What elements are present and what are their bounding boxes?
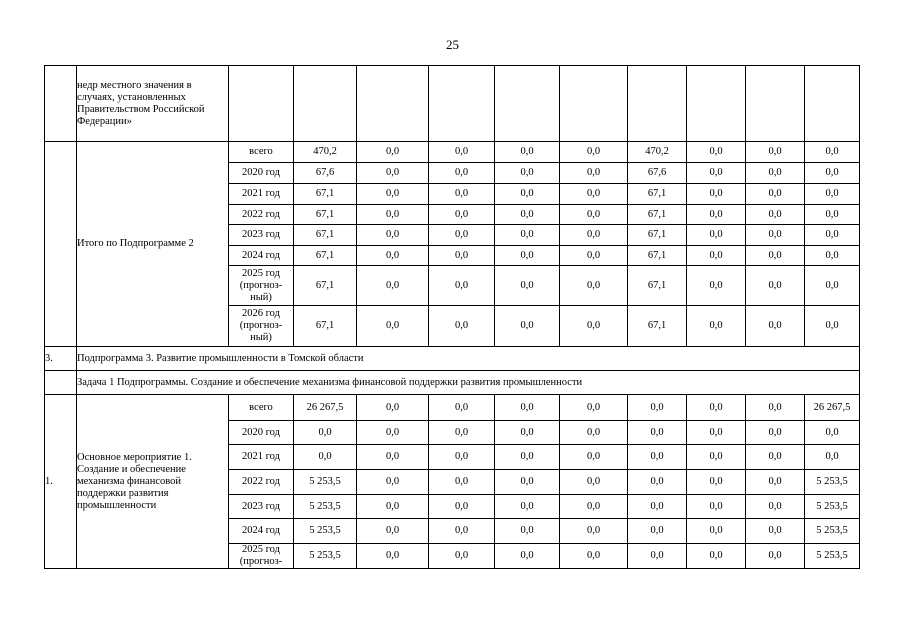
value-cell: 0,0 [495, 421, 560, 445]
value-cell: 0,0 [429, 544, 495, 569]
year-cell: 2025 год (прогноз-ный) [229, 266, 294, 306]
measure-name: Основное мероприятие 1. Создание и обеспечение механизма финансовой поддержки развития промышленности [77, 395, 229, 569]
task-row [45, 371, 860, 395]
value-cell: 0,0 [687, 225, 746, 246]
empty-cell [628, 66, 687, 142]
value-cell: 0,0 [495, 225, 560, 246]
value-cell: 0,0 [746, 205, 805, 225]
year-cell: 2022 год [229, 470, 294, 495]
value-cell: 0,0 [687, 519, 746, 544]
value-cell: 67,1 [628, 266, 687, 306]
value-cell: 67,1 [628, 184, 687, 205]
value-cell: 0,0 [429, 519, 495, 544]
value-cell: 0,0 [429, 142, 495, 163]
value-cell: 0,0 [687, 205, 746, 225]
value-cell: 0,0 [746, 246, 805, 266]
value-cell: 0,0 [687, 266, 746, 306]
value-cell: 67,1 [294, 225, 357, 246]
value-cell: 0,0 [429, 246, 495, 266]
value-cell: 67,1 [628, 225, 687, 246]
year-cell: 2023 год [229, 495, 294, 519]
empty-cell [805, 66, 860, 142]
table-row [45, 142, 860, 163]
value-cell: 0,0 [805, 205, 860, 225]
value-cell: 0,0 [628, 395, 687, 421]
value-cell: 0,0 [560, 395, 628, 421]
value-cell: 0,0 [560, 421, 628, 445]
value-cell: 0,0 [357, 421, 429, 445]
value-cell: 0,0 [805, 184, 860, 205]
value-cell: 0,0 [687, 421, 746, 445]
value-cell: 0,0 [560, 163, 628, 184]
value-cell: 0,0 [357, 163, 429, 184]
value-cell: 0,0 [357, 266, 429, 306]
value-cell: 5 253,5 [294, 544, 357, 569]
value-cell: 0,0 [746, 519, 805, 544]
budget-table [44, 65, 860, 569]
value-cell: 0,0 [495, 495, 560, 519]
table-row [45, 66, 860, 142]
value-cell: 0,0 [805, 142, 860, 163]
value-cell: 0,0 [687, 184, 746, 205]
value-cell: 0,0 [357, 205, 429, 225]
index-cell: 1. [45, 395, 77, 569]
year-cell: 2020 год [229, 163, 294, 184]
value-cell: 0,0 [495, 544, 560, 569]
value-cell: 5 253,5 [805, 470, 860, 495]
value-cell: 0,0 [560, 246, 628, 266]
subtotal-label: Итого по Подпрограмме 2 [77, 142, 229, 347]
value-cell: 0,0 [560, 205, 628, 225]
value-cell: 0,0 [429, 163, 495, 184]
value-cell: 0,0 [628, 519, 687, 544]
subprogram-title: Подпрограмма 3. Развитие промышленности в Томской области [77, 347, 860, 371]
value-cell: 0,0 [357, 306, 429, 347]
value-cell: 67,6 [628, 163, 687, 184]
value-cell: 0,0 [495, 395, 560, 421]
value-cell: 0,0 [746, 184, 805, 205]
empty-cell [429, 66, 495, 142]
value-cell: 67,1 [294, 306, 357, 347]
value-cell: 0,0 [687, 246, 746, 266]
value-cell: 0,0 [429, 266, 495, 306]
value-cell: 0,0 [560, 266, 628, 306]
empty-cell [746, 66, 805, 142]
value-cell: 0,0 [628, 470, 687, 495]
year-cell: 2024 год [229, 246, 294, 266]
value-cell: 0,0 [746, 421, 805, 445]
value-cell: 0,0 [746, 306, 805, 347]
value-cell: 0,0 [687, 470, 746, 495]
empty-cell [687, 66, 746, 142]
year-cell: 2021 год [229, 445, 294, 470]
value-cell: 0,0 [294, 445, 357, 470]
value-cell: 0,0 [429, 306, 495, 347]
value-cell: 0,0 [560, 142, 628, 163]
measure-name-continued: недр местного значения в случаях, установленных Правительством Российской Федерации» [77, 66, 229, 142]
value-cell: 0,0 [495, 306, 560, 347]
value-cell: 0,0 [746, 395, 805, 421]
value-cell: 5 253,5 [805, 544, 860, 569]
value-cell: 0,0 [805, 421, 860, 445]
value-cell: 0,0 [805, 266, 860, 306]
value-cell: 0,0 [746, 163, 805, 184]
value-cell: 0,0 [495, 163, 560, 184]
year-cell: всего [229, 395, 294, 421]
value-cell: 0,0 [628, 421, 687, 445]
value-cell: 0,0 [560, 225, 628, 246]
value-cell: 0,0 [560, 544, 628, 569]
value-cell: 0,0 [429, 445, 495, 470]
value-cell: 67,1 [628, 205, 687, 225]
year-cell: 2020 год [229, 421, 294, 445]
index-cell [45, 66, 77, 142]
value-cell: 67,1 [294, 205, 357, 225]
value-cell: 0,0 [805, 225, 860, 246]
page-number: 25 [446, 37, 459, 52]
value-cell: 0,0 [687, 495, 746, 519]
value-cell: 0,0 [746, 544, 805, 569]
value-cell: 5 253,5 [805, 495, 860, 519]
value-cell: 0,0 [687, 445, 746, 470]
empty-cell [229, 66, 294, 142]
value-cell: 67,1 [294, 246, 357, 266]
value-cell: 5 253,5 [805, 519, 860, 544]
value-cell: 0,0 [429, 421, 495, 445]
year-cell: всего [229, 142, 294, 163]
value-cell: 5 253,5 [294, 470, 357, 495]
value-cell: 0,0 [495, 470, 560, 495]
empty-cell [294, 66, 357, 142]
value-cell: 0,0 [746, 470, 805, 495]
value-cell: 0,0 [628, 445, 687, 470]
value-cell: 0,0 [429, 225, 495, 246]
value-cell: 0,0 [805, 246, 860, 266]
value-cell: 0,0 [357, 495, 429, 519]
value-cell: 0,0 [495, 519, 560, 544]
index-cell [45, 371, 77, 395]
value-cell: 0,0 [560, 519, 628, 544]
value-cell: 0,0 [687, 395, 746, 421]
year-cell: 2026 год (прогноз-ный) [229, 306, 294, 347]
value-cell: 67,1 [628, 246, 687, 266]
value-cell: 0,0 [357, 470, 429, 495]
empty-cell [560, 66, 628, 142]
subprogram-index: 3. [45, 347, 77, 371]
value-cell: 67,1 [628, 306, 687, 347]
value-cell: 0,0 [294, 421, 357, 445]
value-cell: 470,2 [628, 142, 687, 163]
subprogram-row [45, 347, 860, 371]
empty-cell [495, 66, 560, 142]
value-cell: 0,0 [687, 544, 746, 569]
value-cell: 0,0 [357, 445, 429, 470]
value-cell: 0,0 [746, 266, 805, 306]
value-cell: 0,0 [495, 445, 560, 470]
value-cell: 0,0 [746, 495, 805, 519]
value-cell: 0,0 [560, 470, 628, 495]
value-cell: 0,0 [357, 544, 429, 569]
value-cell: 0,0 [805, 306, 860, 347]
value-cell: 0,0 [357, 225, 429, 246]
year-cell: 2023 год [229, 225, 294, 246]
year-cell: 2022 год [229, 205, 294, 225]
value-cell: 0,0 [628, 544, 687, 569]
empty-cell [357, 66, 429, 142]
value-cell: 0,0 [495, 246, 560, 266]
value-cell: 0,0 [560, 184, 628, 205]
value-cell: 67,1 [294, 266, 357, 306]
table-body [45, 66, 860, 569]
value-cell: 5 253,5 [294, 519, 357, 544]
value-cell: 0,0 [628, 495, 687, 519]
value-cell: 0,0 [746, 225, 805, 246]
year-cell: 2024 год [229, 519, 294, 544]
value-cell: 0,0 [746, 445, 805, 470]
value-cell: 0,0 [495, 142, 560, 163]
value-cell: 67,6 [294, 163, 357, 184]
value-cell: 0,0 [429, 395, 495, 421]
value-cell: 0,0 [746, 142, 805, 163]
value-cell: 0,0 [429, 184, 495, 205]
value-cell: 0,0 [429, 495, 495, 519]
value-cell: 0,0 [560, 306, 628, 347]
value-cell: 0,0 [560, 495, 628, 519]
year-cell: 2021 год [229, 184, 294, 205]
value-cell: 67,1 [294, 184, 357, 205]
value-cell: 0,0 [429, 470, 495, 495]
value-cell: 0,0 [357, 246, 429, 266]
value-cell: 470,2 [294, 142, 357, 163]
value-cell: 0,0 [687, 163, 746, 184]
value-cell: 0,0 [805, 445, 860, 470]
table-row [45, 395, 860, 421]
value-cell: 0,0 [560, 445, 628, 470]
value-cell: 0,0 [429, 205, 495, 225]
value-cell: 0,0 [687, 142, 746, 163]
value-cell: 0,0 [357, 519, 429, 544]
value-cell: 26 267,5 [805, 395, 860, 421]
value-cell: 0,0 [357, 142, 429, 163]
value-cell: 0,0 [495, 184, 560, 205]
value-cell: 0,0 [495, 266, 560, 306]
value-cell: 0,0 [357, 395, 429, 421]
task-title: Задача 1 Подпрограммы. Создание и обеспечение механизма финансовой поддержки развития промышленности [77, 371, 860, 395]
year-cell: 2025 год (прогноз- [229, 544, 294, 569]
value-cell: 0,0 [805, 163, 860, 184]
value-cell: 0,0 [357, 184, 429, 205]
value-cell: 26 267,5 [294, 395, 357, 421]
value-cell: 5 253,5 [294, 495, 357, 519]
value-cell: 0,0 [687, 306, 746, 347]
value-cell: 0,0 [495, 205, 560, 225]
index-cell [45, 142, 77, 347]
